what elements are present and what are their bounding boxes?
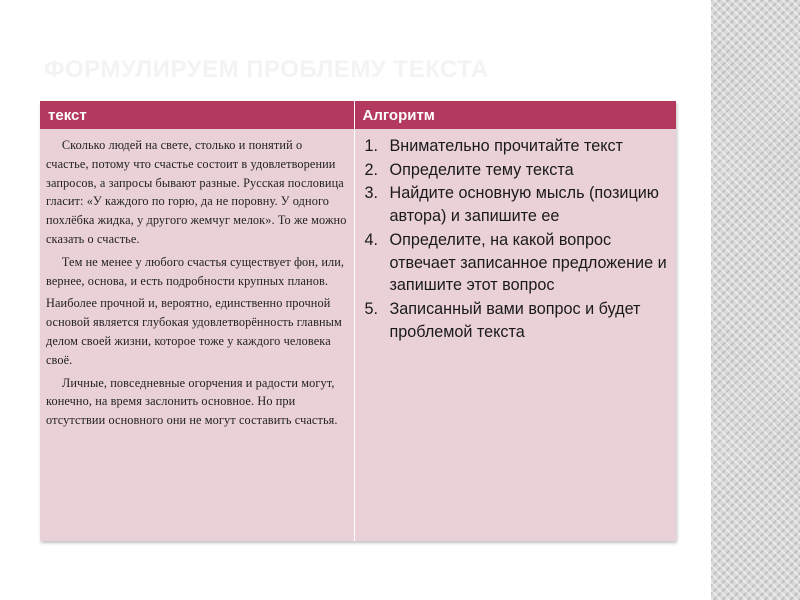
- step-number: 2.: [364, 160, 379, 179]
- slide-title: ФОРМУЛИРУЕМ ПРОБЛЕМУ ТЕКСТА: [44, 56, 489, 83]
- list-item: [355, 229, 669, 297]
- step-text: Определите тему текста: [389, 160, 574, 179]
- step-text: Определите, на какой вопрос отвечает записанное предложение и запишите этот вопрос: [389, 230, 667, 295]
- list-item: [355, 135, 669, 158]
- text-paragraph: Личные, повседневные огорчения и радости могут, конечно, на время заслонить основное. Но при отсутствии основного они не могут составить счастья.: [46, 375, 338, 428]
- algorithm-cell: [354, 129, 676, 541]
- header-algorithm: Алгоритм: [354, 101, 676, 129]
- step-text: Найдите основную мысль (позицию автора) и запишите ее: [389, 184, 659, 226]
- list-item: [355, 298, 669, 343]
- step-number: 1.: [364, 137, 379, 155]
- text-paragraph: Сколько людей на свете, столько и понятий о счастье, потому что счастье состоит в удовлетворении запросов, а запросы бывают разные. Русская пословица гласит: «У каждого по горю, да не поровну. У одного похлёбка жидка, у другого жемчуг мелок». То же можно сказать о счастье.: [46, 138, 350, 246]
- content-table-wrapper: [40, 101, 676, 541]
- text-paragraph: Тем не менее у любого счастья существует фон, или, вернее, основа, и есть подробности крупных планов.: [46, 254, 348, 288]
- text-paragraph: Наиболее прочной и, вероятно, единственно прочной основой является глубокая удовлетворённость главным делом своей жизни, которое тоже у каждого человека своё.: [46, 296, 346, 367]
- table-row: [40, 129, 676, 541]
- header-text: текст: [40, 101, 354, 129]
- step-text: Внимательно прочитайте текст: [389, 137, 623, 155]
- table-header-row: [40, 101, 676, 129]
- step-number: 4.: [364, 230, 379, 249]
- decorative-side-stripe: [711, 0, 800, 600]
- text-cell: [40, 129, 354, 541]
- content-table: [40, 101, 676, 541]
- step-number: 3.: [364, 184, 379, 203]
- algorithm-list: [355, 135, 669, 343]
- step-number: 5.: [364, 299, 379, 318]
- step-text: Записанный вами вопрос и будет проблемой текста: [389, 299, 641, 341]
- list-item: [355, 159, 669, 182]
- list-item: [355, 182, 669, 227]
